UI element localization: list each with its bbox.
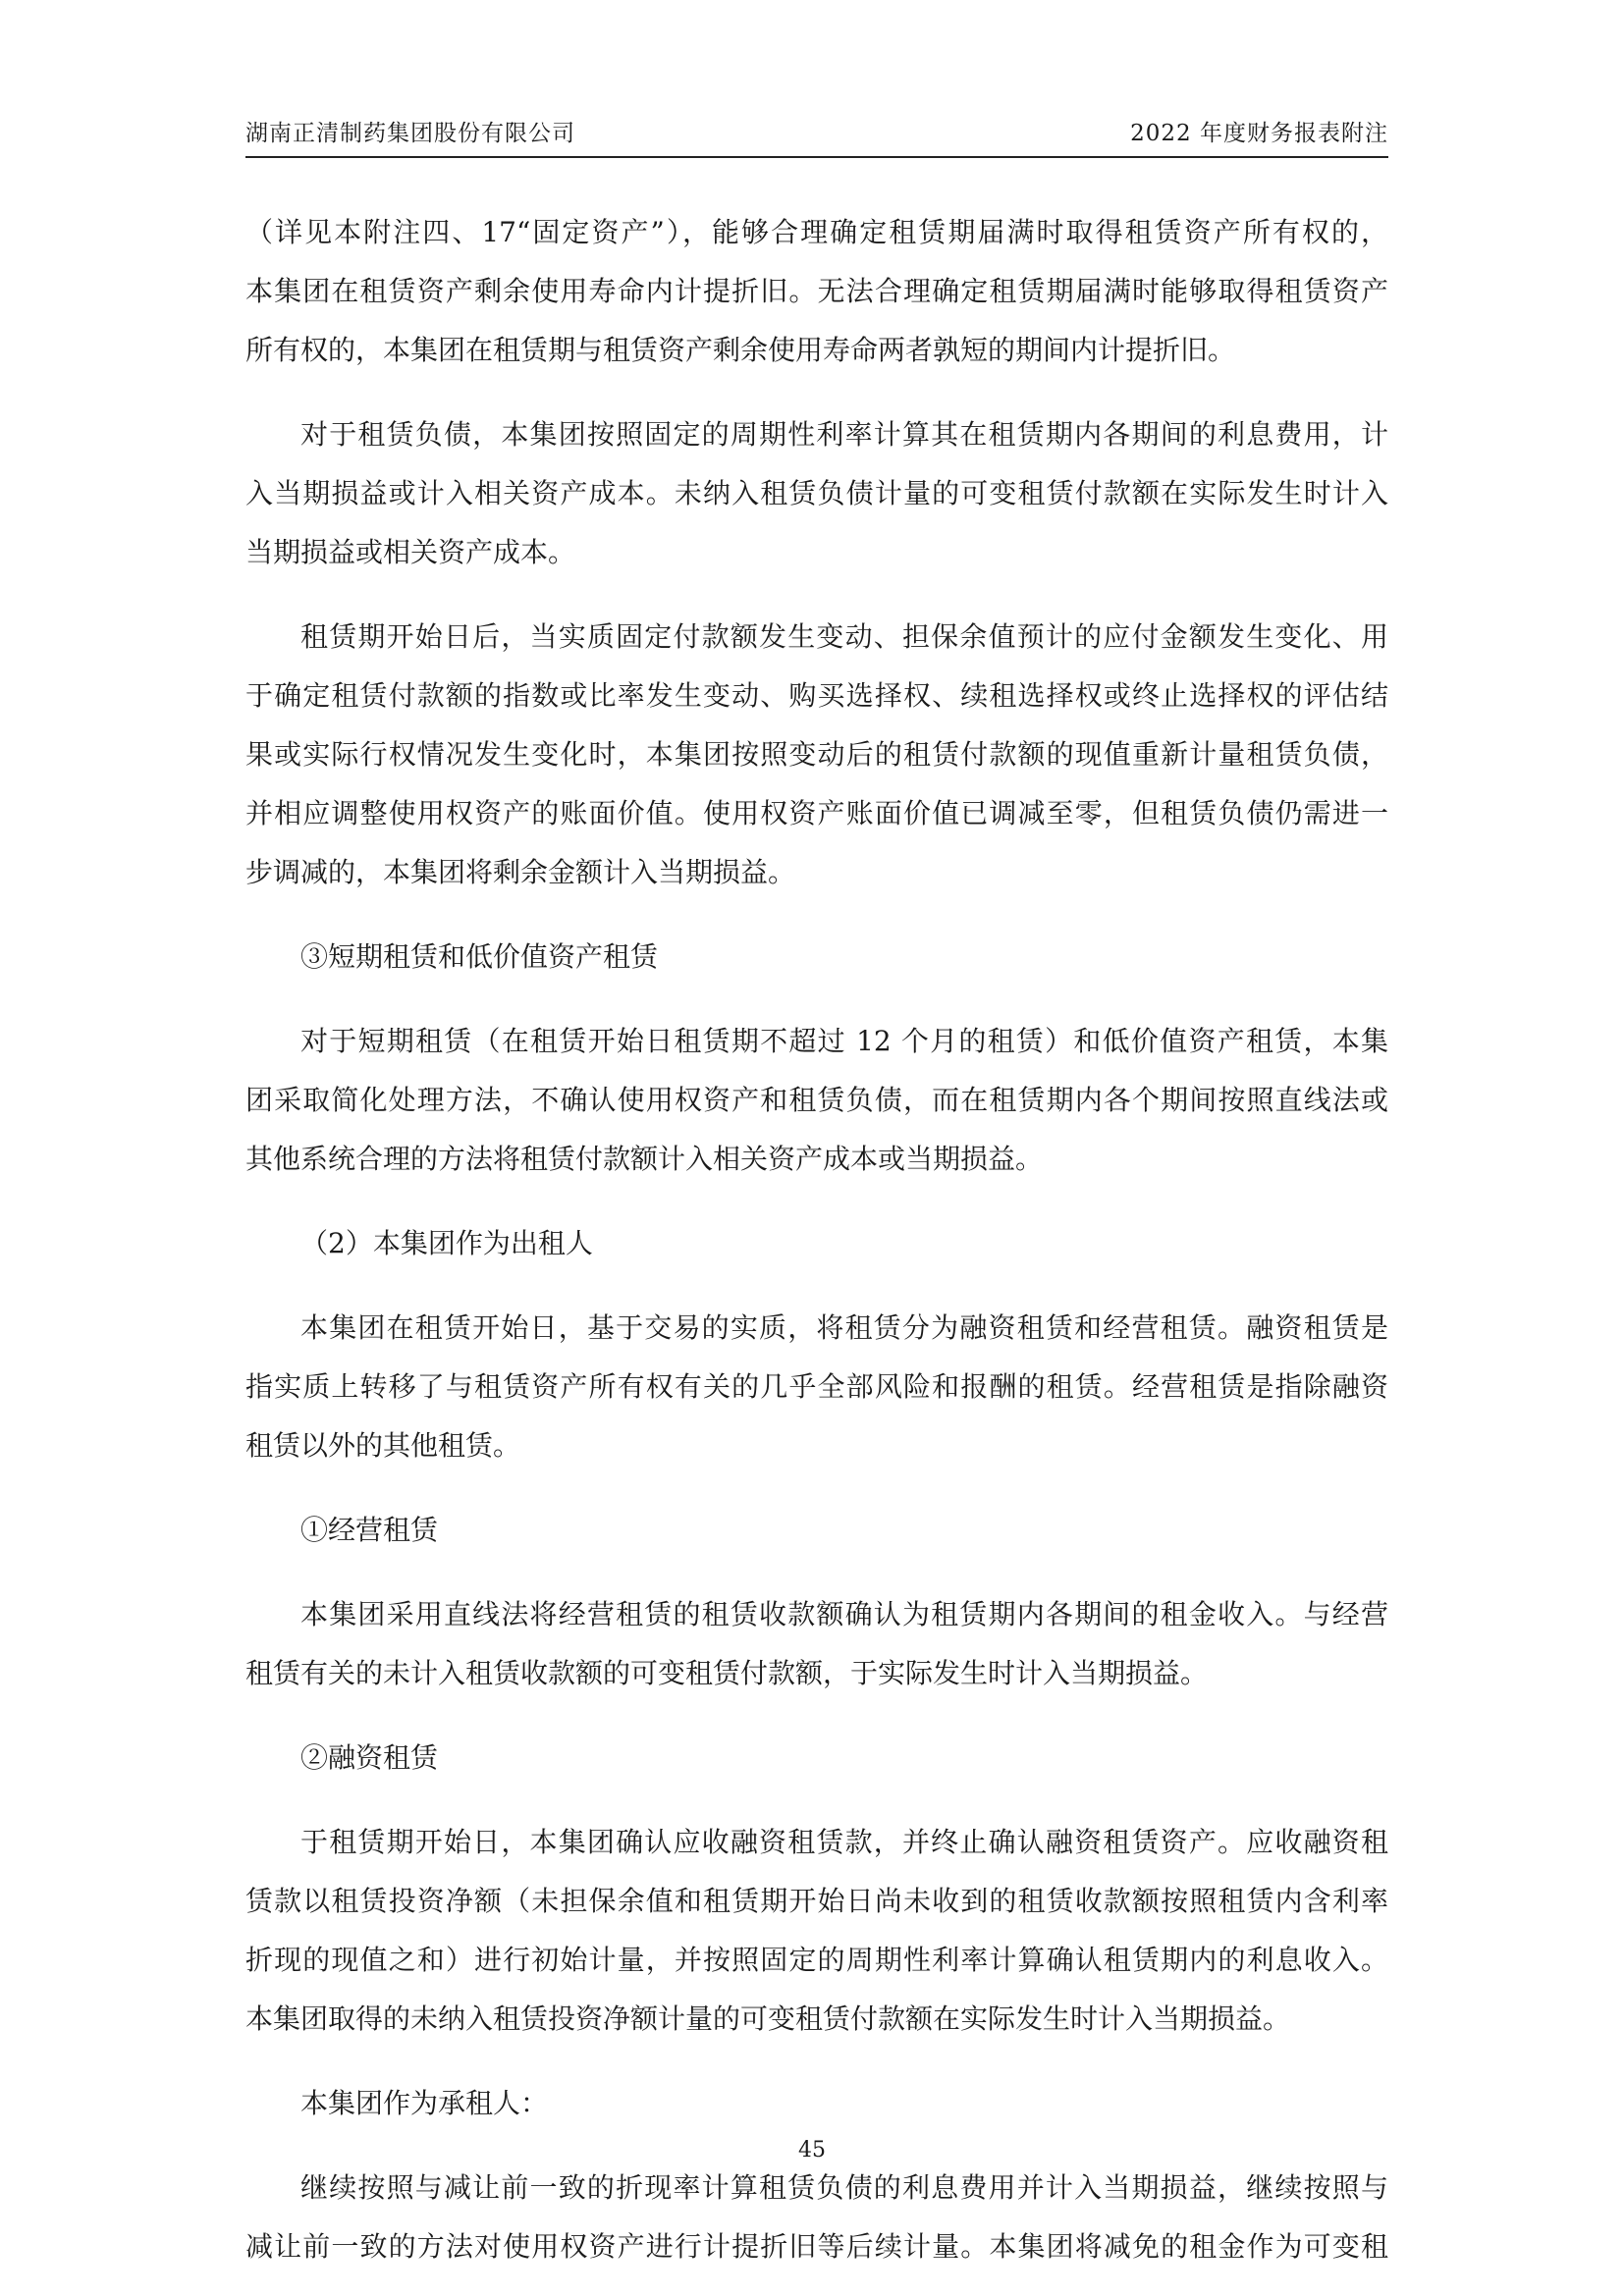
text-line: 本集团在租赁开始日，基于交易的实质，将租赁分为融资租赁和经营租赁。融资租赁是 <box>300 1311 1388 1344</box>
document-body <box>245 203 1388 2276</box>
text-line: 果或实际行权情况发生变化时，本集团按照变动后的租赁付款额的现值重新计量租赁负债， <box>245 738 1388 771</box>
text-line: 当期损益或相关资产成本。 <box>245 536 576 568</box>
subheading <box>245 928 1388 987</box>
text-line: 对于租赁负债，本集团按照固定的周期性利率计算其在租赁期内各期间的利息费用，计 <box>300 418 1388 451</box>
report-title: 2022 年度财务报表附注 <box>1130 121 1388 146</box>
text-line: 对于短期租赁（在租赁开始日租赁期不超过 12 个月的租赁）和低价值资产租赁，本集 <box>300 1025 1388 1057</box>
text-line: 于租赁期开始日，本集团确认应收融资租赁款，并终止确认融资租赁资产。应收融资租 <box>300 1826 1388 1858</box>
paragraph <box>245 2074 1388 2133</box>
paragraph <box>245 1585 1388 1703</box>
paragraph <box>245 2159 1388 2276</box>
text-line: 所有权的，本集团在租赁期与租赁资产剩余使用寿命两者孰短的期间内计提折旧。 <box>245 334 1236 366</box>
subheading-text: ②融资租赁 <box>300 1741 439 1774</box>
text-line: 并相应调整使用权资产的账面价值。使用权资产账面价值已调减至零，但租赁负债仍需进一 <box>245 797 1388 829</box>
subheading <box>245 1501 1388 1560</box>
paragraph <box>245 1012 1388 1189</box>
text-line: 本集团取得的未纳入租赁投资净额计量的可变租赁付款额在实际发生时计入当期损益。 <box>245 2002 1291 2035</box>
text-line: 继续按照与减让前一致的折现率计算租赁负债的利息费用并计入当期损益，继续按照与 <box>300 2171 1388 2204</box>
company-name: 湖南正清制药集团股份有限公司 <box>245 121 575 146</box>
text-line: 指实质上转移了与租赁资产所有权有关的几乎全部风险和报酬的租赁。经营租赁是指除融资 <box>245 1370 1388 1403</box>
text-line: 步调减的，本集团将剩余金额计入当期损益。 <box>245 856 796 888</box>
paragraph <box>245 405 1388 582</box>
text-line: 折现的现值之和）进行初始计量，并按照固定的周期性利率计算确认租赁期内的利息收入。 <box>245 1944 1388 1976</box>
page-header <box>245 111 1388 158</box>
text-line: （详见本附注四、17“固定资产”），能够合理确定租赁期届满时取得租赁资产所有权的， <box>245 216 1388 248</box>
text-line: 租赁有关的未计入租赁收款额的可变租赁付款额，于实际发生时计入当期损益。 <box>245 1657 1209 1689</box>
page-number: 45 <box>798 2138 826 2163</box>
subheading-text: ③短期租赁和低价值资产租赁 <box>300 940 659 973</box>
text-line: 本集团作为承租人： <box>300 2087 549 2119</box>
text-line: 于确定租赁付款额的指数或比率发生变动、购买选择权、续租选择权或终止选择权的评估结 <box>245 679 1388 712</box>
subheading-text: ①经营租赁 <box>300 1514 439 1546</box>
text-line: 减让前一致的方法对使用权资产进行计提折旧等后续计量。本集团将减免的租金作为可变租 <box>245 2230 1388 2263</box>
paragraph <box>245 203 1388 380</box>
paragraph <box>245 1813 1388 2049</box>
subheading <box>245 1214 1388 1273</box>
text-line: 租赁以外的其他租赁。 <box>245 1429 521 1462</box>
paragraph <box>245 608 1388 902</box>
text-line: 本集团在租赁资产剩余使用寿命内计提折旧。无法合理确定租赁期届满时能够取得租赁资产 <box>245 275 1388 307</box>
subheading-text: （2）本集团作为出租人 <box>300 1227 593 1259</box>
subheading <box>245 1729 1388 1788</box>
text-line: 赁款以租赁投资净额（未担保余值和租赁期开始日尚未收到的租赁收款额按照租赁内含利率 <box>245 1885 1388 1917</box>
text-line: 入当期损益或计入相关资产成本。未纳入租赁负债计量的可变租赁付款额在实际发生时计入 <box>245 477 1388 509</box>
text-line: 其他系统合理的方法将租赁付款额计入相关资产成本或当期损益。 <box>245 1143 1044 1175</box>
text-line: 租赁期开始日后，当实质固定付款额发生变动、担保余值预计的应付金额发生变化、用 <box>300 620 1388 653</box>
paragraph <box>245 1299 1388 1475</box>
text-line: 本集团采用直线法将经营租赁的租赁收款额确认为租赁期内各期间的租金收入。与经营 <box>300 1598 1388 1630</box>
text-line: 团采取简化处理方法，不确认使用权资产和租赁负债，而在租赁期内各个期间按照直线法或 <box>245 1084 1388 1116</box>
